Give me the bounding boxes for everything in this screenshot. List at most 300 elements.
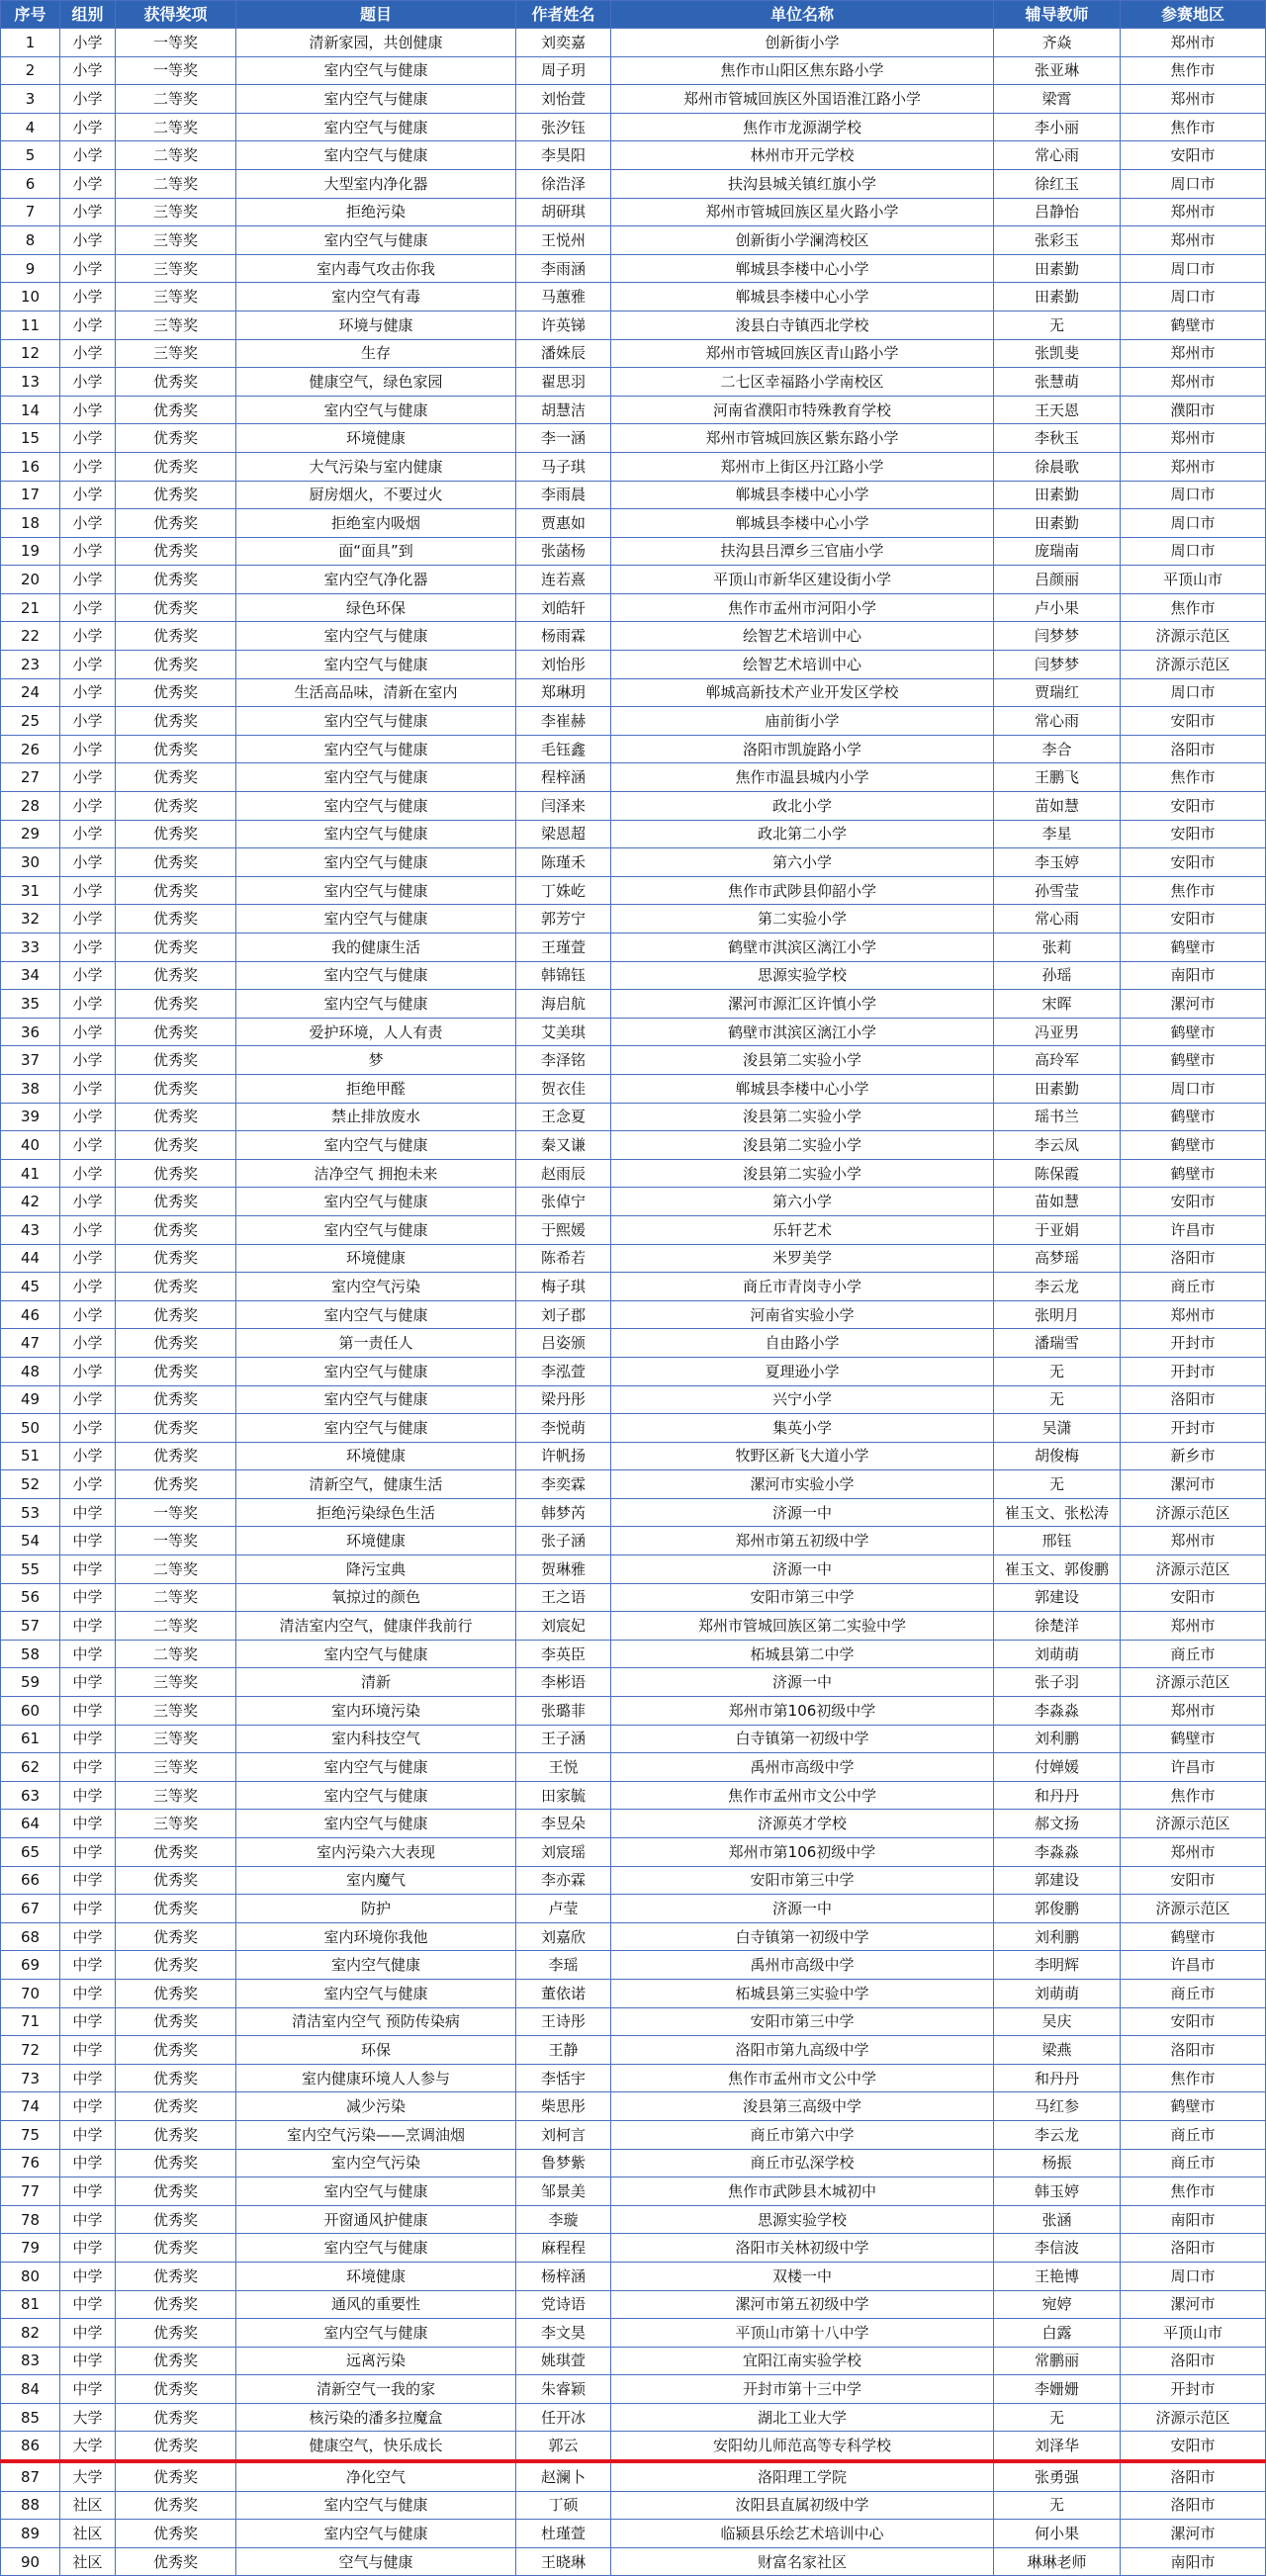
cell-teacher: 付婵媛 [994,1753,1121,1782]
cell-title: 室内空气与健康 [236,2319,516,2348]
cell-author: 刘嘉欣 [516,1922,611,1951]
cell-author: 丁姝屹 [516,876,611,905]
cell-author: 连若熹 [516,566,611,594]
cell-region: 安阳市 [1121,2432,1266,2461]
cell-award: 优秀奖 [116,424,236,453]
cell-title: 厨房烟火，不要过火 [236,481,516,509]
cell-title: 环境健康 [236,1244,516,1273]
cell-group: 小学 [60,876,116,905]
cell-title: 环境与健康 [236,311,516,339]
cell-group: 中学 [60,2064,116,2092]
cell-index: 14 [1,396,60,424]
table-row [1,1244,1266,1273]
cell-unit: 洛阳理工学院 [611,2461,994,2491]
cell-title: 第一责任人 [236,1329,516,1358]
cell-teacher: 刘萌萌 [994,1979,1121,2007]
cell-title: 室内空气与健康 [236,1385,516,1414]
cell-title: 室内空气与健康 [236,1810,516,1838]
cell-author: 杜瑾萱 [516,2520,611,2548]
cell-group: 小学 [60,311,116,339]
cell-title: 室内空气与健康 [236,2177,516,2206]
col-header-unit: 单位名称 [611,1,994,29]
cell-title: 环境健康 [236,1442,516,1470]
cell-author: 田家毓 [516,1781,611,1810]
cell-title: 室内空气与健康 [236,1357,516,1385]
cell-teacher: 闫梦梦 [994,622,1121,651]
cell-group: 小学 [60,792,116,821]
cell-author: 梁丹彤 [516,1385,611,1414]
cell-region: 郑州市 [1121,1697,1266,1726]
cell-teacher: 吕颜丽 [994,566,1121,594]
cell-author: 李悦萌 [516,1414,611,1443]
table-row [1,1103,1266,1131]
cell-author: 刘宸妃 [516,1612,611,1641]
col-header-author: 作者姓名 [516,1,611,29]
table-row [1,1725,1266,1753]
cell-title: 防护 [236,1895,516,1923]
cell-unit: 浚县第二实验小学 [611,1131,994,1160]
cell-index: 7 [1,198,60,226]
table-row [1,1838,1266,1867]
cell-region: 鹤壁市 [1121,2092,1266,2121]
table-row [1,1753,1266,1782]
cell-unit: 林州市开元学校 [611,141,994,170]
cell-teacher: 李小丽 [994,113,1121,141]
cell-author: 刘怡萱 [516,85,611,114]
cell-award: 优秀奖 [116,707,236,736]
cell-title: 室内空气净化器 [236,566,516,594]
cell-group: 中学 [60,1838,116,1867]
table-row [1,820,1266,848]
cell-region: 郑州市 [1121,226,1266,255]
cell-group: 中学 [60,1612,116,1641]
cell-teacher: 李淼淼 [994,1697,1121,1726]
cell-author: 李彬语 [516,1668,611,1697]
cell-region: 济源示范区 [1121,1498,1266,1527]
cell-author: 张倬宁 [516,1188,611,1216]
cell-teacher: 宋晖 [994,990,1121,1019]
table-row [1,678,1266,707]
cell-teacher: 无 [994,1357,1121,1385]
cell-index: 55 [1,1555,60,1584]
cell-award: 优秀奖 [116,2262,236,2290]
cell-index: 85 [1,2403,60,2432]
cell-region: 焦作市 [1121,593,1266,622]
cell-award: 优秀奖 [116,1922,236,1951]
cell-title: 室内空气与健康 [236,1753,516,1782]
cell-group: 小学 [60,141,116,170]
cell-award: 三等奖 [116,1781,236,1810]
cell-unit: 政北小学 [611,792,994,821]
table-row [1,933,1266,962]
cell-teacher: 吴庆 [994,2007,1121,2036]
cell-author: 赵澜卜 [516,2461,611,2491]
cell-group: 小学 [60,566,116,594]
cell-award: 优秀奖 [116,735,236,763]
cell-unit: 济源英才学校 [611,1810,994,1838]
cell-unit: 白寺镇第一初级中学 [611,1725,994,1753]
cell-group: 小学 [60,820,116,848]
cell-teacher: 刘利鹏 [994,1725,1121,1753]
cell-author: 胡研琪 [516,198,611,226]
cell-region: 安阳市 [1121,707,1266,736]
cell-author: 李一涵 [516,424,611,453]
cell-region: 商丘市 [1121,1979,1266,2007]
cell-teacher: 常心雨 [994,707,1121,736]
table-row [1,1300,1266,1329]
cell-title: 室内空气与健康 [236,1188,516,1216]
cell-title: 室内空气与健康 [236,85,516,114]
cell-award: 优秀奖 [116,537,236,566]
cell-award: 优秀奖 [116,651,236,679]
cell-award: 优秀奖 [116,1074,236,1103]
cell-teacher: 李云凤 [994,1131,1121,1160]
table-row [1,2036,1266,2065]
cell-group: 小学 [60,113,116,141]
cell-index: 35 [1,990,60,1019]
cell-region: 周口市 [1121,1074,1266,1103]
cell-title: 大气污染与室内健康 [236,452,516,481]
cell-author: 刘子郡 [516,1300,611,1329]
cell-title: 室内空气污染 [236,1273,516,1301]
cell-unit: 郸城县李楼中心小学 [611,1074,994,1103]
cell-title: 环保 [236,2036,516,2065]
cell-index: 47 [1,1329,60,1358]
cell-region: 漯河市 [1121,2520,1266,2548]
cell-author: 胡慧洁 [516,396,611,424]
cell-unit: 汝阳县直属初级中学 [611,2491,994,2520]
cell-teacher: 张明月 [994,1300,1121,1329]
cell-index: 69 [1,1951,60,1980]
table-row [1,651,1266,679]
cell-group: 小学 [60,678,116,707]
cell-title: 拒绝室内吸烟 [236,509,516,538]
cell-teacher: 张莉 [994,933,1121,962]
cell-index: 26 [1,735,60,763]
cell-teacher: 邢钰 [994,1527,1121,1555]
cell-award: 优秀奖 [116,2347,236,2375]
cell-award: 优秀奖 [116,1215,236,1244]
cell-author: 许英锑 [516,311,611,339]
cell-award: 优秀奖 [116,2290,236,2319]
cell-index: 74 [1,2092,60,2121]
cell-teacher: 李淼淼 [994,1838,1121,1867]
cell-unit: 郸城高新技术产业开发区学校 [611,678,994,707]
cell-region: 鹤壁市 [1121,1103,1266,1131]
cell-teacher: 刘利鹏 [994,1922,1121,1951]
cell-unit: 焦作市孟州市河阳小学 [611,593,994,622]
cell-teacher: 李秋玉 [994,424,1121,453]
cell-group: 小学 [60,85,116,114]
cell-group: 中学 [60,1810,116,1838]
table-row [1,2520,1266,2548]
cell-index: 2 [1,56,60,85]
cell-region: 南阳市 [1121,2205,1266,2234]
table-row [1,2234,1266,2263]
cell-author: 王之语 [516,1583,611,1612]
cell-unit: 济源一中 [611,1668,994,1697]
table-row [1,1442,1266,1470]
table-row [1,2092,1266,2121]
table-row [1,1640,1266,1668]
cell-unit: 焦作市武陟县仰韶小学 [611,876,994,905]
cell-unit: 焦作市山阳区焦东路小学 [611,56,994,85]
cell-region: 郑州市 [1121,29,1266,57]
cell-group: 小学 [60,283,116,311]
cell-group: 小学 [60,1188,116,1216]
cell-region: 安阳市 [1121,2007,1266,2036]
cell-title: 室内健康环境人人参与 [236,2064,516,2092]
cell-unit: 漯河市源汇区许慎小学 [611,990,994,1019]
cell-teacher: 田素勤 [994,481,1121,509]
cell-group: 大学 [60,2461,116,2491]
cell-region: 郑州市 [1121,1612,1266,1641]
cell-award: 优秀奖 [116,452,236,481]
cell-index: 12 [1,339,60,368]
cell-teacher: 王艳博 [994,2262,1121,2290]
cell-award: 三等奖 [116,1697,236,1726]
cell-author: 梅子琪 [516,1273,611,1301]
cell-award: 优秀奖 [116,1866,236,1895]
cell-group: 中学 [60,1640,116,1668]
cell-unit: 集英小学 [611,1414,994,1443]
cell-author: 李瑶 [516,1951,611,1980]
cell-title: 室内空气与健康 [236,792,516,821]
cell-group: 中学 [60,1895,116,1923]
cell-title: 室内空气与健康 [236,905,516,933]
cell-author: 王子涵 [516,1725,611,1753]
cell-unit: 浚县第二实验小学 [611,1046,994,1075]
cell-title: 清洁室内空气，健康伴我前行 [236,1612,516,1641]
cell-award: 优秀奖 [116,2375,236,2404]
cell-author: 卢莹 [516,1895,611,1923]
cell-title: 清新空气，健康生活 [236,1470,516,1499]
cell-region: 开封市 [1121,1357,1266,1385]
cell-teacher: 郭俊鹏 [994,1895,1121,1923]
cell-title: 室内空气与健康 [236,226,516,255]
cell-group: 小学 [60,763,116,792]
cell-index: 21 [1,593,60,622]
table-row [1,2262,1266,2290]
cell-index: 42 [1,1188,60,1216]
cell-index: 9 [1,254,60,283]
cell-author: 李亦霖 [516,1866,611,1895]
cell-author: 王诗彤 [516,2007,611,2036]
cell-title: 开窗通风护健康 [236,2205,516,2234]
cell-unit: 洛阳市第九高级中学 [611,2036,994,2065]
cell-index: 72 [1,2036,60,2065]
cell-award: 优秀奖 [116,1046,236,1075]
cell-teacher: 苗如慧 [994,792,1121,821]
cell-title: 室内空气与健康 [236,876,516,905]
cell-teacher: 常心雨 [994,141,1121,170]
cell-unit: 平顶山市新华区建设街小学 [611,566,994,594]
cell-group: 小学 [60,509,116,538]
cell-teacher: 李信波 [994,2234,1121,2263]
cell-teacher: 宛婷 [994,2290,1121,2319]
cell-author: 韩锦钰 [516,961,611,990]
cell-award: 优秀奖 [116,1838,236,1867]
cell-author: 郑琳玥 [516,678,611,707]
cell-title: 清洁室内空气 预防传染病 [236,2007,516,2036]
cell-region: 洛阳市 [1121,2491,1266,2520]
cell-unit: 柘城县第二中学 [611,1640,994,1668]
cell-region: 漯河市 [1121,1470,1266,1499]
cell-author: 程梓涵 [516,763,611,792]
cell-award: 优秀奖 [116,481,236,509]
cell-author: 李昱朵 [516,1810,611,1838]
cell-teacher: 王鹏飞 [994,763,1121,792]
cell-unit: 鹤壁市淇滨区漓江小学 [611,933,994,962]
cell-region: 漯河市 [1121,990,1266,1019]
cell-title: 室内空气与健康 [236,141,516,170]
cell-unit: 浚县第二实验小学 [611,1159,994,1188]
cell-group: 小学 [60,1300,116,1329]
cell-unit: 米罗美学 [611,1244,994,1273]
header-row [1,1,1266,29]
table-row [1,1159,1266,1188]
cell-unit: 兴宁小学 [611,1385,994,1414]
cell-teacher: 田素勤 [994,254,1121,283]
cell-title: 室内空气与健康 [236,1300,516,1329]
cell-unit: 湖北工业大学 [611,2403,994,2432]
cell-region: 济源示范区 [1121,1668,1266,1697]
cell-author: 李泽铭 [516,1046,611,1075]
table-row [1,339,1266,368]
cell-award: 优秀奖 [116,622,236,651]
table-row [1,1583,1266,1612]
cell-region: 商丘市 [1121,1273,1266,1301]
cell-group: 中学 [60,1583,116,1612]
cell-region: 周口市 [1121,481,1266,509]
cell-index: 29 [1,820,60,848]
cell-region: 济源示范区 [1121,1895,1266,1923]
cell-teacher: 白露 [994,2319,1121,2348]
cell-award: 优秀奖 [116,1300,236,1329]
cell-region: 鹤壁市 [1121,1159,1266,1188]
cell-unit: 扶沟县城关镇红旗小学 [611,169,994,198]
table-row [1,1895,1266,1923]
cell-region: 安阳市 [1121,1866,1266,1895]
cell-index: 46 [1,1300,60,1329]
cell-author: 张菡杨 [516,537,611,566]
cell-award: 优秀奖 [116,1442,236,1470]
table-row [1,85,1266,114]
table-row [1,1527,1266,1555]
cell-award: 三等奖 [116,1725,236,1753]
cell-author: 陈瑾禾 [516,848,611,877]
cell-unit: 郸城县李楼中心小学 [611,283,994,311]
cell-region: 安阳市 [1121,905,1266,933]
cell-index: 84 [1,2375,60,2404]
cell-group: 小学 [60,339,116,368]
cell-title: 室内空气与健康 [236,396,516,424]
cell-region: 郑州市 [1121,339,1266,368]
cell-author: 麻程程 [516,2234,611,2263]
cell-unit: 浚县第三高级中学 [611,2092,994,2121]
cell-title: 降污宝典 [236,1555,516,1584]
cell-group: 小学 [60,1329,116,1358]
table-row [1,396,1266,424]
cell-award: 优秀奖 [116,820,236,848]
cell-index: 65 [1,1838,60,1867]
cell-index: 33 [1,933,60,962]
cell-region: 洛阳市 [1121,1244,1266,1273]
cell-group: 中学 [60,1922,116,1951]
cell-teacher: 闫梦梦 [994,651,1121,679]
cell-author: 张汐钰 [516,113,611,141]
cell-index: 32 [1,905,60,933]
cell-index: 19 [1,537,60,566]
cell-group: 小学 [60,1131,116,1160]
cell-teacher: 张慧萌 [994,368,1121,397]
cell-index: 78 [1,2205,60,2234]
cell-unit: 河南省濮阳市特殊教育学校 [611,396,994,424]
cell-unit: 河南省实验小学 [611,1300,994,1329]
cell-author: 闫泽来 [516,792,611,821]
col-header-index: 序号 [1,1,60,29]
cell-group: 中学 [60,2007,116,2036]
cell-title: 室内空气与健康 [236,1215,516,1244]
table-row [1,452,1266,481]
cell-unit: 郸城县李楼中心小学 [611,481,994,509]
cell-region: 周口市 [1121,678,1266,707]
cell-index: 89 [1,2520,60,2548]
cell-title: 健康空气，快乐成长 [236,2432,516,2461]
cell-region: 商丘市 [1121,2149,1266,2177]
table-row [1,226,1266,255]
cell-author: 丁硕 [516,2491,611,2520]
cell-author: 周子玥 [516,56,611,85]
cell-title: 室内空气与健康 [236,113,516,141]
cell-unit: 政北第二小学 [611,820,994,848]
cell-group: 中学 [60,1498,116,1527]
cell-author: 刘皓轩 [516,593,611,622]
cell-region: 许昌市 [1121,1753,1266,1782]
cell-title: 室内环境你我他 [236,1922,516,1951]
cell-index: 56 [1,1583,60,1612]
cell-region: 漯河市 [1121,2290,1266,2319]
cell-teacher: 胡俊梅 [994,1442,1121,1470]
cell-award: 优秀奖 [116,990,236,1019]
cell-author: 王静 [516,2036,611,2065]
cell-group: 小学 [60,1385,116,1414]
cell-index: 43 [1,1215,60,1244]
cell-group: 大学 [60,2432,116,2461]
cell-award: 优秀奖 [116,961,236,990]
cell-unit: 白寺镇第一初级中学 [611,1922,994,1951]
table-body [1,29,1266,2576]
cell-award: 优秀奖 [116,2491,236,2520]
cell-index: 62 [1,1753,60,1782]
cell-teacher: 贾瑞红 [994,678,1121,707]
cell-region: 开封市 [1121,1329,1266,1358]
cell-award: 三等奖 [116,283,236,311]
cell-group: 社区 [60,2520,116,2548]
table-row [1,1188,1266,1216]
cell-group: 社区 [60,2491,116,2520]
cell-unit: 焦作市武陟县木城初中 [611,2177,994,2206]
table-row [1,2205,1266,2234]
cell-region: 安阳市 [1121,820,1266,848]
cell-author: 王瑾萱 [516,933,611,962]
cell-unit: 焦作市孟州市文公中学 [611,1781,994,1810]
cell-award: 优秀奖 [116,2120,236,2149]
cell-index: 71 [1,2007,60,2036]
cell-author: 朱睿颖 [516,2375,611,2404]
cell-title: 室内空气与健康 [236,1414,516,1443]
cell-index: 79 [1,2234,60,2263]
